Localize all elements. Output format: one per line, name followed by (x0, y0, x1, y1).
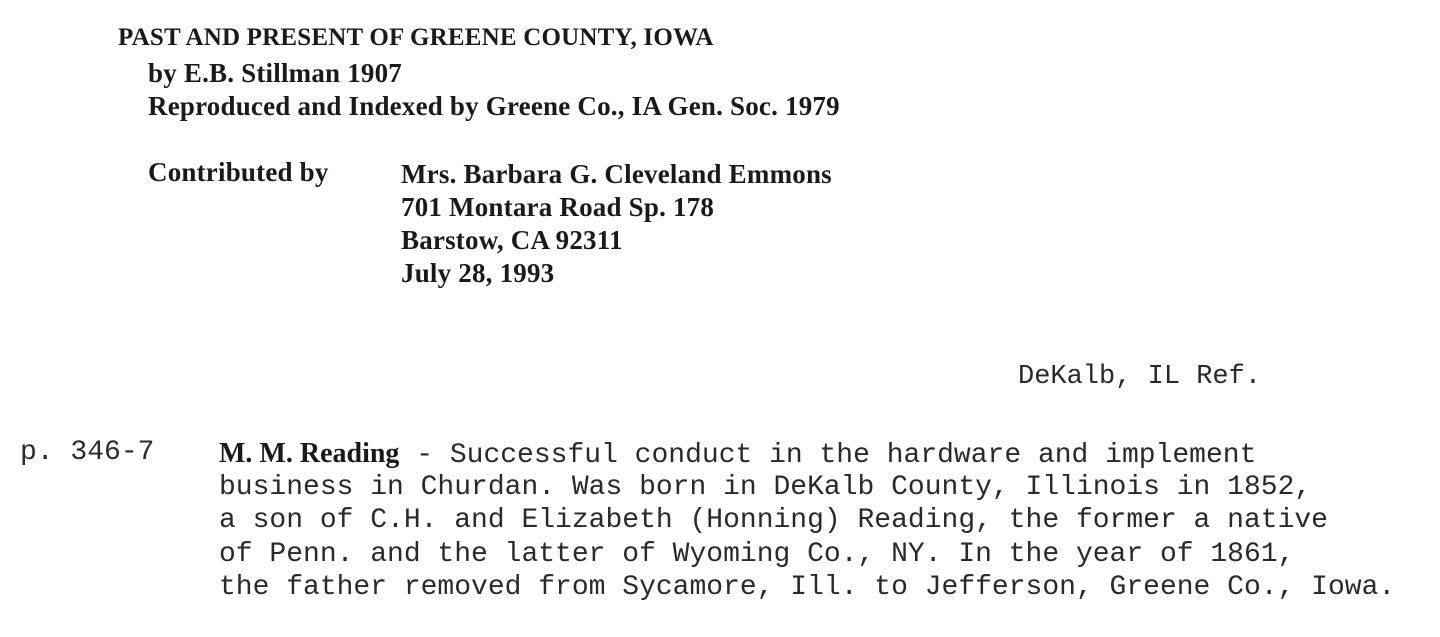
reference-note: DeKalb, IL Ref. (1018, 362, 1262, 392)
contributor-date: July 28, 1993 (401, 258, 555, 288)
entry-line: a son of C.H. and Elizabeth (Honning) Reading, the former a native (219, 505, 1328, 536)
entry-first-line (219, 438, 1256, 471)
contributor-address-line-2: Barstow, CA 92311 (401, 225, 623, 255)
entry-line: business in Churdan. Was born in DeKalb County, Illinois in 1852, (219, 472, 1312, 503)
entry-page-number: p. 346-7 (20, 437, 155, 468)
entry-first-line-text: - Successful conduct in the hardware and implement (399, 440, 1257, 471)
contributor-prefix: Contributed by (148, 157, 329, 187)
entry-line: of Penn. and the latter of Wyoming Co., NY. In the year of 1861, (219, 539, 1295, 570)
contributor-address-line-1: 701 Montara Road Sp. 178 (401, 192, 715, 222)
author-line: by E.B. Stillman 1907 (148, 58, 403, 88)
entry-line: the father removed from Sycamore, Ill. to Jefferson, Greene Co., Iowa. (219, 572, 1396, 603)
entry-subject-name: M. M. Reading (219, 438, 400, 469)
document-title: PAST AND PRESENT OF GREENE COUNTY, IOWA (118, 24, 714, 51)
contributor-name: Mrs. Barbara G. Cleveland Emmons (401, 159, 832, 189)
reproduced-line: Reproduced and Indexed by Greene Co., IA Gen. Soc. 1979 (148, 91, 840, 121)
